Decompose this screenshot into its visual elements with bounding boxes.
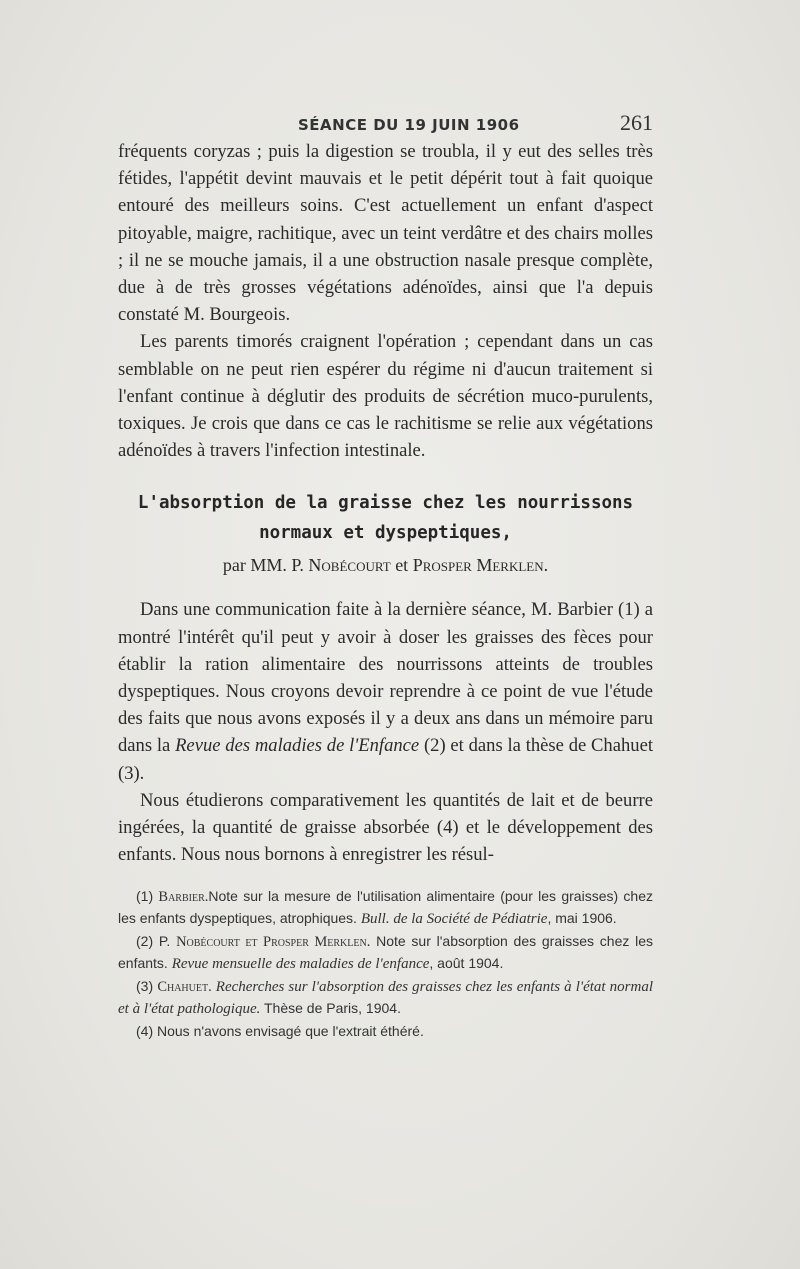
paragraph-communication-a: Dans une communication faite à la dernière séance, M. Barbier (1) a montré l'intérêt qu'il peut y avoir à doser les graisses des fèces pour établir la ration alimentaire des nourrissons atteints de troubles dyspeptiques. Nous croyons devoir reprendre à ce point de vue l'étude des faits que nous avons exposés il y a deux ans dans un mémoire paru dans la	[118, 599, 653, 757]
article-title-line2: normaux et dyspeptiques,	[259, 523, 512, 544]
footnote-1-end: , mai 1906.	[547, 909, 617, 926]
journal-title: Revue des maladies de l'Enfance	[175, 735, 420, 757]
footnote-1-number: (1)	[136, 888, 159, 905]
footnote-3-author: Chahuet.	[157, 979, 212, 996]
footnote-4: (4) Nous n'avons envisagé que l'extrait éthéré.	[136, 1023, 424, 1040]
footnote-3-number: (3)	[136, 978, 158, 995]
footnote-3	[118, 976, 653, 1019]
article-authors	[118, 552, 653, 578]
footnote-2-text: Note sur l'absorption des graisses chez les enfants.	[118, 933, 654, 971]
footnotes	[118, 886, 653, 1042]
footnote-2	[118, 931, 653, 974]
paragraph-parents: Les parents timorés craignent l'opération ; cependant dans un cas semblable on ne peut rien espérer du régime ni d'aucun traitement si l'enfant continue à déglutir des produits de sécrétion muco-purulents, toxiques. Je crois que dans ce cas le rachitisme se relie aux végétations adénoïdes à travers l'infection intestinale.	[118, 331, 653, 462]
authors-prefix: par MM. P.	[222, 555, 309, 576]
author-nobecourt: Nobécourt	[308, 555, 391, 576]
paragraph-continuation: fréquents coryzas ; puis la digestion se troubla, il y eut des selles très fétides, l'appétit devint mauvais et le petit dépérit tout à fait quoique entouré des meilleurs soins. C'est actuellement un enfant d'aspect pitoyable, maigre, rachitique, avec un teint verdâtre et des chairs molles ; il ne se mouche jamais, il a une obstruction nasale presque complète, due à de très grosses végétations adénoïdes, ainsi que l'a depuis constaté M. Bourgeois.	[118, 141, 653, 326]
footnote-1	[118, 886, 653, 929]
article-title-line1: L'absorption de la graisse chez les nourrissons	[137, 493, 634, 514]
authors-suffix: .	[543, 555, 549, 576]
paragraph-etudierons: Nous étudierons comparativement les quantités de lait et de beurre ingérées, la quantité de graisse absorbée (4) et le développement des enfants. Nous nous bornons à enregistrer les résul-	[118, 789, 653, 866]
footnote-2-authors: Nobécourt et Prosper Merklen.	[176, 934, 371, 951]
footnote-2-journal: Revue mensuelle des maladies de l'enfance	[171, 955, 430, 972]
footnote-1-text: Note sur la mesure de l'utilisation alimentaire (pour les graisses) chez les enfants dyspeptiques, atrophiques.	[118, 888, 654, 926]
footnote-2-end: , août 1904.	[429, 954, 504, 971]
paragraph-communication-b: (2) et dans la thèse de Chahuet (3).	[118, 735, 653, 784]
page-header	[118, 110, 653, 140]
running-head: SÉANCE DU 19 JUIN 1906	[298, 116, 520, 134]
page-body	[118, 138, 653, 1044]
page-number: 261	[620, 110, 653, 135]
footnote-3-title: Recherches sur l'absorption des graisses chez les enfants à l'état normal et à l'état pathologique.	[118, 979, 653, 1017]
paragraph-communication	[118, 596, 653, 786]
article-title	[118, 488, 653, 548]
footnote-1-author: Barbier.	[158, 889, 209, 906]
author-merklen: Prosper Merklen	[412, 555, 544, 576]
authors-and: et	[390, 555, 413, 576]
article-heading	[118, 488, 653, 578]
footnote-2-number: (2) P.	[136, 933, 177, 950]
footnote-3-end: Thèse de Paris, 1904.	[260, 999, 401, 1016]
footnote-1-journal: Bull. de la Société de Pédiatrie	[360, 910, 548, 927]
